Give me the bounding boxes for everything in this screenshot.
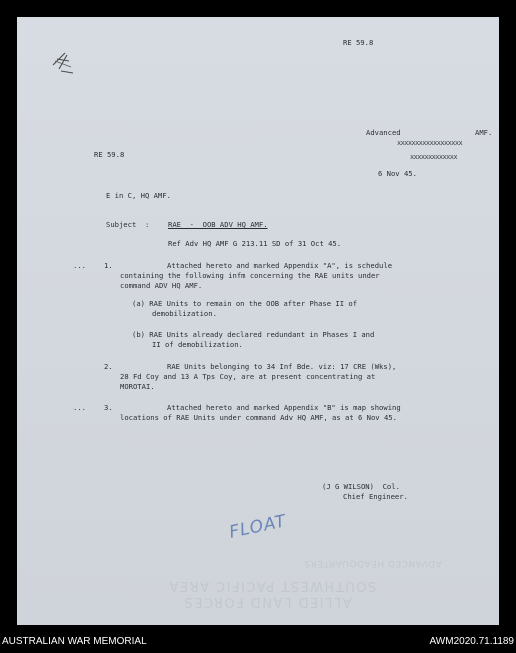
recipient: E in C, HQ AMF.: [106, 191, 171, 200]
para1-line2: containing the following infm concerning the RAE units under: [120, 271, 380, 280]
signature-name: (J G WILSON) Col.: [322, 482, 400, 491]
para1-dots: ...: [73, 261, 86, 270]
para1a-line2: demobilization.: [152, 309, 217, 318]
reference-line: Ref Adv HQ AMF G 213.11 SD of 31 Oct 45.: [168, 239, 342, 248]
footer-right: AWM2020.71.1189: [429, 636, 514, 647]
para1-line3: command ADV HQ AMF.: [120, 281, 203, 290]
strikethrough-line-2: xxxxxxxxxxxxx: [410, 153, 457, 161]
para1a-line1: (a) RAE Units to remain on the OOB after Phase II of: [132, 299, 358, 308]
strikethrough-line-1: xxxxxxxxxxxxxxxxxx: [397, 139, 463, 147]
para1-line1: Attached hereto and marked Appendix "A", is schedule: [167, 261, 393, 270]
ref-top: RE 59.8: [343, 38, 374, 47]
para2-line3: MOROTAI.: [120, 382, 155, 391]
stamp-line-3: ALLIED LAND FORCES: [183, 594, 352, 609]
signature-title: Chief Engineer.: [343, 492, 408, 501]
para2-number: 2.: [104, 362, 113, 371]
document-date: 6 Nov 45.: [378, 169, 417, 178]
para2-line2: 28 Fd Coy and 13 A Tps Coy, are at present concentrating at: [120, 372, 376, 381]
pencil-mark-icon: [47, 47, 87, 87]
subject-label: Subject :: [106, 220, 150, 229]
advanced-label: Advanced: [366, 128, 401, 137]
subject-text: RAE - OOB ADV HQ AMF.: [168, 220, 268, 229]
para2-line1: RAE Units belonging to 34 Inf Bde. viz: 17 CRE (Wks),: [167, 362, 397, 371]
para3-line2: locations of RAE Units under command Adv HQ AMF, as at 6 Nov 45.: [120, 413, 397, 422]
para3-dots: ...: [73, 403, 86, 412]
para3-number: 3.: [104, 403, 113, 412]
para1b-line1: (b) RAE Units already declared redundant in Phases I and: [132, 330, 375, 339]
amf-label: AMF.: [475, 128, 493, 137]
ref-left: RE 59.8: [94, 150, 125, 159]
stamp-line-2: SOUTHWEST PACIFIC AREA: [168, 578, 377, 593]
para1b-line2: II of demobilization.: [152, 340, 243, 349]
para3-line1: Attached hereto and marked Appendix "B" is map showing: [167, 403, 401, 412]
document-page: [17, 17, 499, 625]
para1-number: 1.: [104, 261, 113, 270]
footer-left: AUSTRALIAN WAR MEMORIAL: [2, 636, 147, 647]
handwritten-float: FLOAT: [227, 511, 289, 543]
stamp-line-1: ADVANCED HEADQUARTERS: [304, 558, 442, 568]
